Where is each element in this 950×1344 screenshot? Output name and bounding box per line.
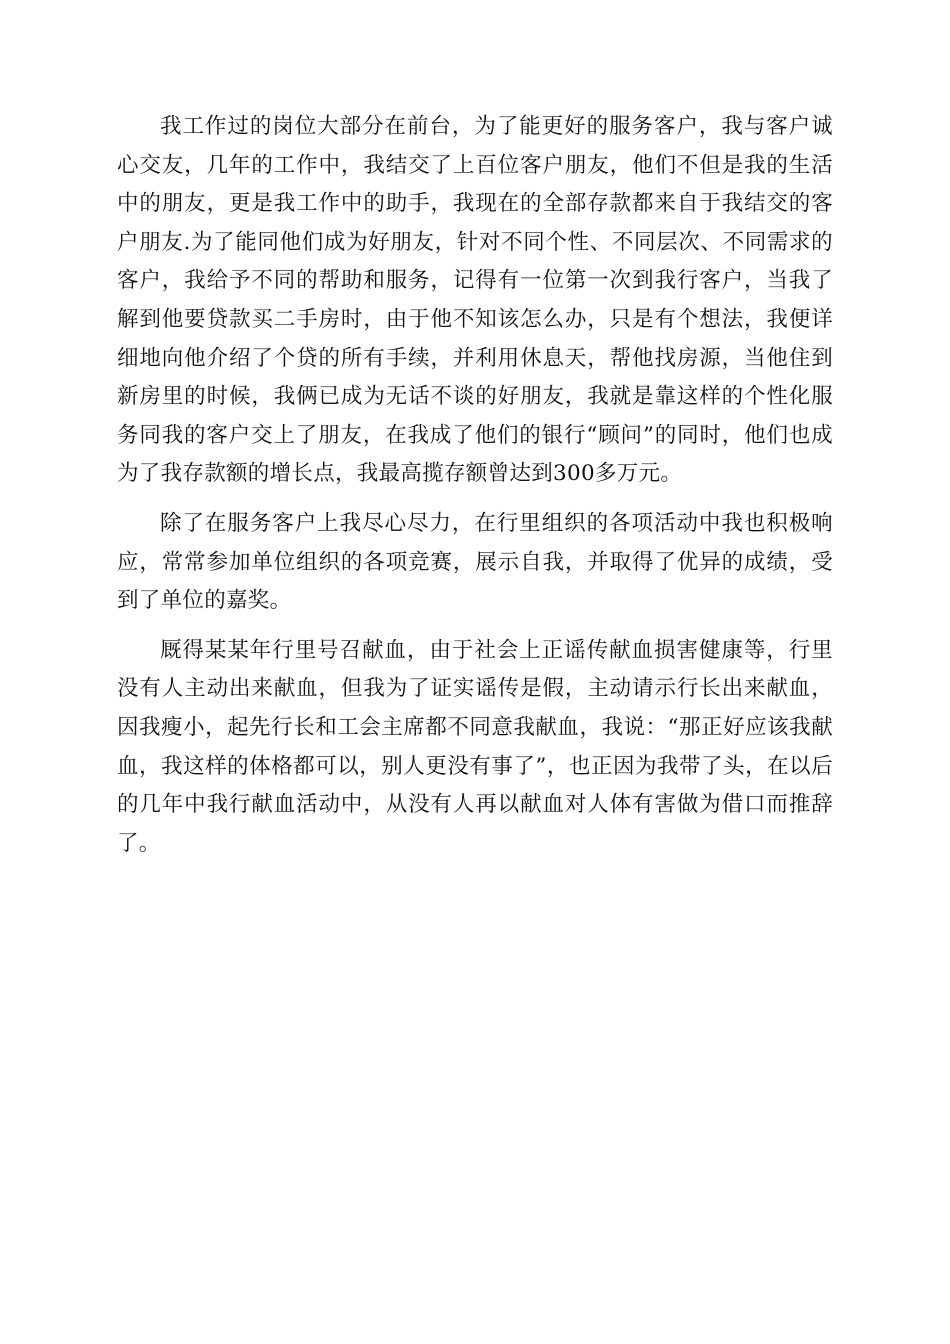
paragraph-blood-donation: 厩得某某年行里号召献血，由于社会上正谣传献血损害健康等，行里没有人主动出来献血，但我为了证实谣传是假，主动请示行长出来献血，因我瘦小，起先行长和工会主席都不同意我献血，我说：“那正好应该我献血，我这样的体格都可以，别人更没有事了”，也正因为我带了头，在以后的几年中我行献血活动中，从没有人再以献血对人体有害做为借口而推辞了。 xyxy=(117,637,833,856)
document-body xyxy=(117,108,833,863)
paragraph-customer-service: 我工作过的岗位大部分在前台，为了能更好的服务客户，我与客户诚心交友，几年的工作中，我结交了上百位客户朋友，他们不但是我的生活中的朋友，更是我工作中的助手，我现在的全部存款都来自于我结交的客户朋友.为了能同他们成为好朋友，针对不同个性、不同层次、不同需求的客户，我给予不同的帮助和服务，记得有一位第一次到我行客户，当我了解到他要贷款买二手房时，由于他不知该怎么办，只是有个想法，我便详细地向他介绍了个贷的所有手续，并利用休息天，帮他找房源，当他住到新房里的时候，我俩已成为无话不谈的好朋友，我就是靠这样的个性化服务同我的客户交上了朋友，在我成了他们的银行“顾问”的同时，他们也成为了我存款额的增长点，我最高揽存额曾达到300多万元。 xyxy=(117,114,833,487)
paragraph-activities: 除了在服务客户上我尽心尽力，在行里组织的各项活动中我也积极响应，常常参加单位组织的各项竞赛，展示自我，并取得了优异的成绩，受到了单位的嘉奖。 xyxy=(117,510,833,614)
